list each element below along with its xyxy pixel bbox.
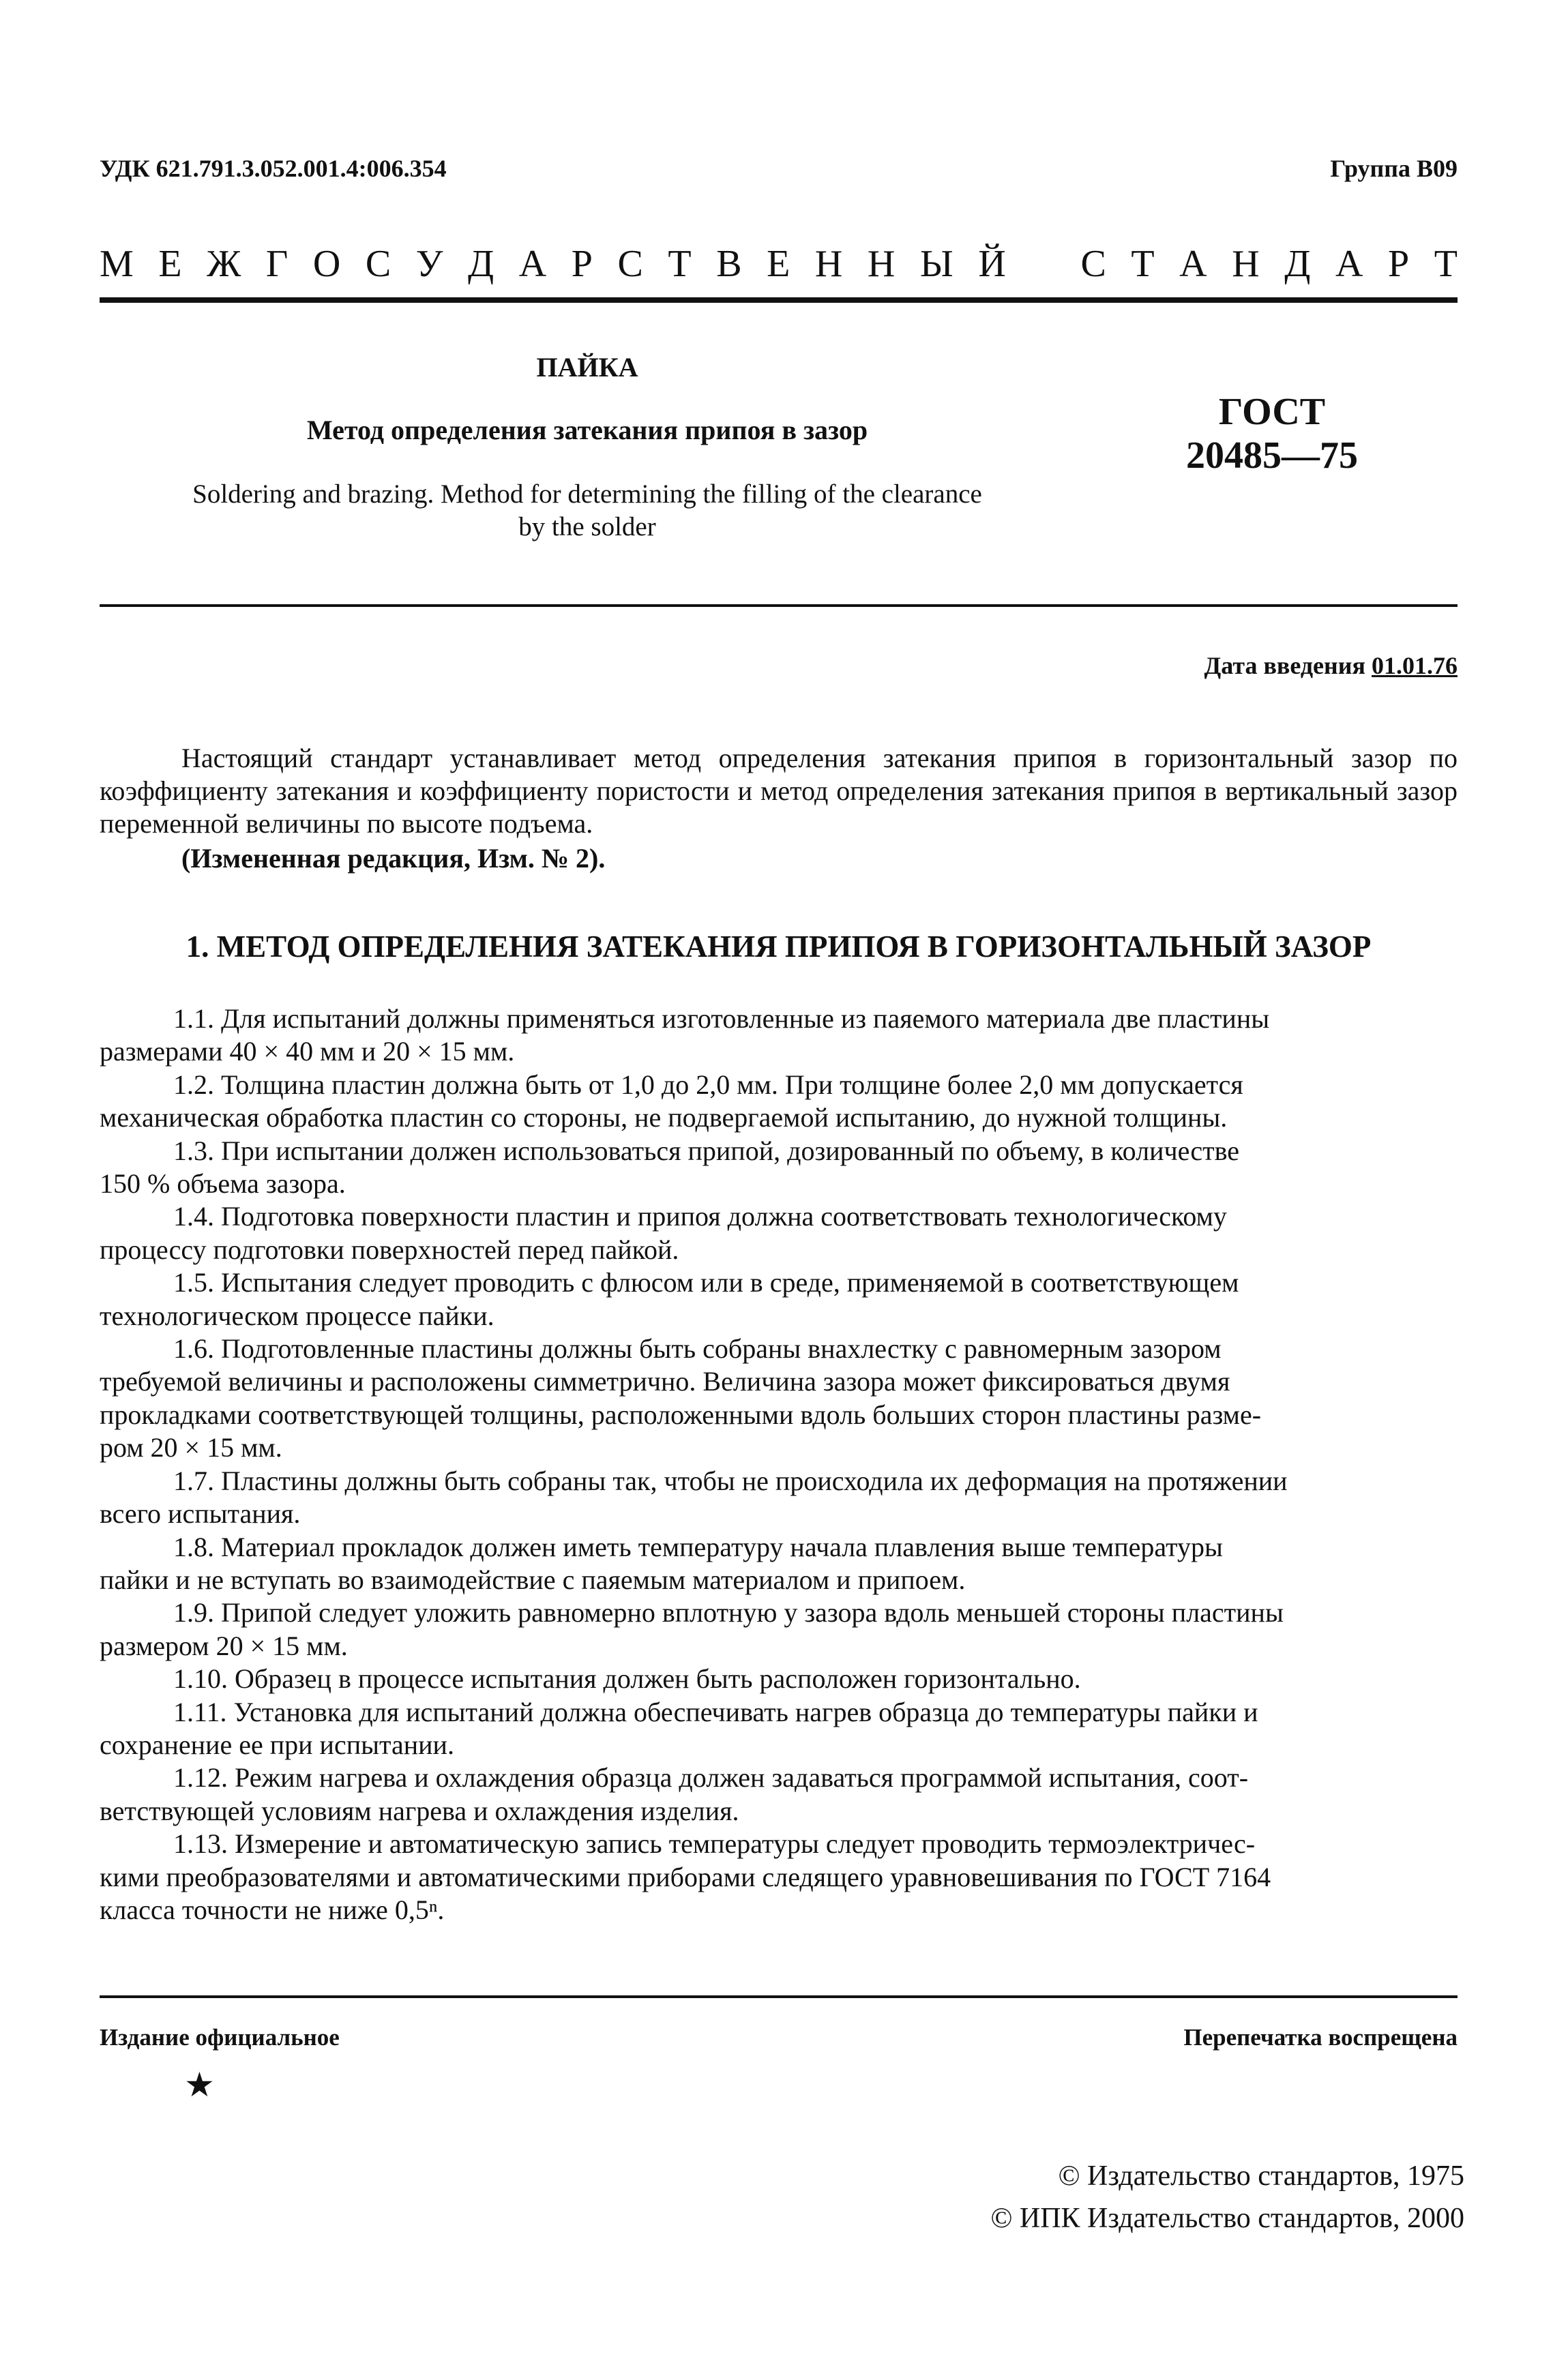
banner-letter: Д [467,243,494,285]
banner-letter: А [1335,243,1363,285]
banner-letter: У [415,243,443,285]
banner-letter: Д [1284,243,1311,285]
copyright-block [990,2155,1464,2240]
udk-code: УДК 621.791.3.052.001.4:006.354 [100,155,447,182]
banner-letter: Н [867,243,896,285]
clause-item: 1.12. Режим нагрева и охлаждения образца должен задаваться программой испытания, соот- ветствующей условиям нагрева и охлаждения изделия. [100,1762,1249,1826]
clause-list [100,1002,1458,1927]
english-title: Soldering and brazing. Method for determining the filling of the clearance by the solder [192,479,982,541]
banner-letter: Т [668,243,692,285]
clause-item: 1.13. Измерение и автоматическую запись температуры следует проводить термоэлектричес- кими преобразователями и автоматическими приборами следящего уравновешивания по ГОСТ 7164 класса точности не ниже 0,5ⁿ. [100,1828,1271,1925]
clause-item: 1.8. Материал прокладок должен иметь температуру начала плавления выше температуры пайки и не вступать во взаимодействие с паяемым материалом и припоем. [100,1531,1223,1595]
banner-letter: Р [571,243,593,285]
banner-letter: А [1179,243,1207,285]
clause-item: 1.3. При испытании должен использоваться припой, дозированный по объему, в количестве 150 % объема зазора. [100,1135,1240,1200]
banner-letter: Р [1387,243,1410,285]
banner-letter: Т [1434,243,1458,285]
banner-letter: Ы [919,243,953,285]
banner-letter: С [1080,243,1106,285]
official-edition-label: Издание официальное [100,2024,340,2051]
clause-item: 1.10. Образец в процессе испытания должен быть расположен горизонтально. [173,1663,1081,1695]
banner-letter: В [716,243,742,285]
gost-number: ГОСТ 20485—75 [1186,391,1358,477]
banner-letter: А [518,243,547,285]
banner-letter: Г [265,243,289,285]
document-subtitle: Метод определения затекания припоя в зазор [306,415,868,445]
introduction-date [1204,651,1458,680]
clause-item: 1.7. Пластины должны быть собраны так, чтобы не происходила их деформация на протяжении всего испытания. [100,1465,1288,1530]
date-label: Дата введения [1204,652,1365,679]
banner-letter: Е [158,243,182,285]
clause-item: 1.1. Для испытаний должны применяться изготовленные из паяемого материала две пластины размерами 40 × 40 мм и 20 × 15 мм. [100,1003,1270,1067]
footer-rule [100,1995,1458,1998]
banner-rule [100,297,1458,303]
copyright-line: © Издательство стандартов, 1975 [1058,2160,1464,2192]
reprint-prohibited-label: Перепечатка воспрещена [1183,2024,1458,2051]
interstate-standard-banner [100,242,1458,286]
introduction-paragraph [100,742,1458,840]
document-title: ПАЙКА [536,352,638,383]
group-code: Группа В09 [1330,155,1458,182]
clause-item: 1.6. Подготовленные пластины должны быть собраны внахлестку с равномерным зазором требуемой величины и расположены симметрично. Величина зазора может фиксироваться двумя прокладками соответствующей толщины, расположенными вдоль больших сторон пластины разме- ром 20 × 15 мм. [100,1333,1262,1463]
banner-letter: Н [1232,243,1260,285]
star-icon: ★ [184,2066,215,2104]
date-value: 01.01.76 [1372,652,1458,679]
clause-item: 1.4. Подготовка поверхности пластин и припоя должна соответствовать технологическому процессу подготовки поверхностей перед пайкой. [100,1201,1227,1265]
banner-letter: С [617,243,643,285]
clause-item: 1.2. Толщина пластин должна быть от 1,0 до 2,0 мм. При толщине более 2,0 мм допускается механическая обработка пластин со стороны, не подвергаемой испытанию, до нужной толщины. [100,1069,1243,1133]
copyright-line: © ИПК Издательство стандартов, 2000 [990,2203,1464,2234]
banner-letter: Й [978,243,1006,285]
clause-item: 1.5. Испытания следует проводить с флюсом или в среде, применяемой в соответствующем технологическом процессе пайки. [100,1267,1239,1331]
clause-item: 1.9. Припой следует уложить равномерно вплотную у зазора вдоль меньшей стороны пластины размером 20 × 15 мм. [100,1597,1284,1661]
banner-letter: Т [1131,243,1155,285]
banner-letter: О [312,243,341,285]
banner-letter: Е [767,243,790,285]
banner-letter: Н [814,243,843,285]
intro-text: Настоящий стандарт устанавливает метод определения затекания припоя в горизонтальный зазор по коэффициенту затекания и коэффициенту пористости и метод определения затекания припоя в вертикальный зазор переменной величины по высоте подъема. [100,743,1458,839]
amendment-note: (Измененная редакция, Изм. № 2). [181,843,606,874]
banner-letter: С [365,243,391,285]
banner-letter: М [100,243,134,285]
title-rule [100,604,1458,607]
section-heading: 1. МЕТОД ОПРЕДЕЛЕНИЯ ЗАТЕКАНИЯ ПРИПОЯ В ГОРИЗОНТАЛЬНЫЙ ЗАЗОР [186,929,1372,964]
banner-letter: Ж [207,243,241,285]
clause-item: 1.11. Установка для испытаний должна обеспечивать нагрев образца до температуры пайки и сохранение ее при испытании. [100,1696,1258,1760]
